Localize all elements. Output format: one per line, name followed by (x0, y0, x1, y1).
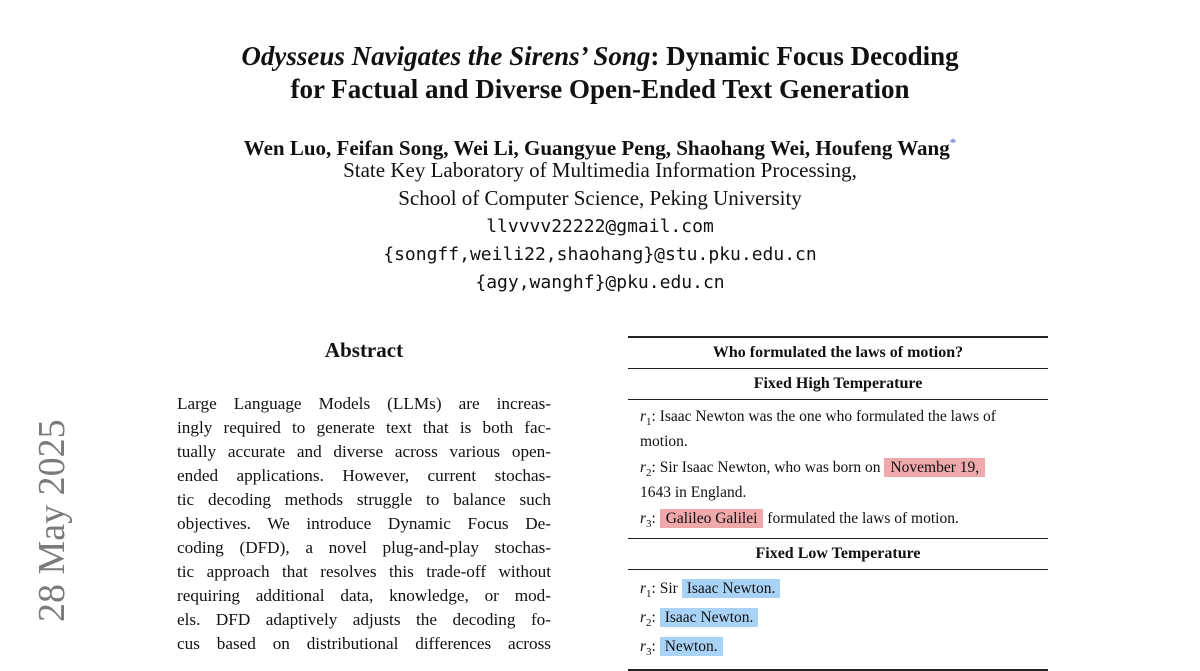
high-temp-response-3 (628, 509, 1048, 534)
abstract-line: ingly required to generate text that is both fac- (177, 418, 551, 437)
abstract-line: tic approach that resolves this trade-off without (177, 562, 551, 581)
response-text: : (651, 638, 656, 656)
email-3: {agy,wanghf}@pku.edu.cn (475, 272, 725, 293)
response-variable: $r_3$ (640, 510, 652, 531)
corresponding-author-marker: * (949, 135, 957, 150)
low-temp-header: Fixed Low Temperature (755, 545, 921, 563)
affiliation-line-2: School of Computer Science, Peking University (398, 186, 802, 210)
response-variable: $r_2$ (640, 459, 652, 480)
email-2: {songff,weili22,shaohang}@stu.pku.edu.cn (383, 244, 817, 265)
response-text: : (651, 609, 656, 627)
abstract-line: tually accurate and diverse across various open- (177, 442, 551, 461)
divider (628, 399, 1048, 400)
abstract-line: requiring additional data, knowledge, or mod- (177, 586, 551, 605)
abstract-heading: Abstract (324, 338, 404, 362)
arxiv-date-stamp: 28 May 2025 (31, 419, 73, 622)
email-1: llvvvv22222@gmail.com (486, 216, 714, 237)
title-italic: Odysseus Navigates the Sirens’ Song (241, 41, 651, 71)
affiliation-line-1: State Key Laboratory of Multimedia Information Processing, (343, 158, 857, 182)
abstract-line: objectives. We introduce Dynamic Focus De- (177, 514, 551, 533)
response-text: 1643 in England. (640, 484, 747, 502)
low-temp-response-2 (628, 608, 1048, 633)
response-text: : Sir Isaac Newton, who was born on (651, 459, 881, 477)
title-rest: : Dynamic Focus Decoding (650, 41, 959, 71)
response-text: : Isaac Newton was the one who formulated the laws of motion. (640, 408, 996, 451)
abstract-line: ended applications. However, current stochas- (177, 466, 551, 485)
title-line-2: for Factual and Diverse Open-Ended Text Generation (290, 74, 910, 104)
abstract-line: coding (DFD), a novel plug-and-play stochas- (177, 538, 551, 557)
abstract-line: cus based on distributional differences across (177, 634, 551, 653)
hallucination-highlight: Galileo Galilei (660, 509, 764, 528)
response-text: : Sir (651, 580, 678, 598)
divider (628, 569, 1048, 570)
response-text: : (651, 510, 656, 528)
abstract-body (177, 392, 551, 656)
author-names: Wen Luo, Feifan Song, Wei Li, Guangyue Peng, Shaohang Wei, Houfeng Wang (243, 136, 950, 160)
abstract-line: Large Language Models (LLMs) are increas- (177, 394, 551, 413)
response-text: formulated the laws of motion. (767, 510, 959, 528)
paper-title (0, 40, 1200, 106)
figure-1-panel (628, 336, 1048, 671)
low-temp-response-3 (628, 637, 1048, 662)
title-line-1 (0, 40, 1200, 73)
repetition-highlight: Newton. (660, 637, 723, 656)
response-variable: $r_1$ (640, 580, 652, 601)
high-temp-header: Fixed High Temperature (753, 375, 923, 392)
repetition-highlight: Isaac Newton. (682, 579, 781, 598)
repetition-highlight: Isaac Newton. (660, 608, 759, 627)
figure-question: Who formulated the laws of motion? (712, 344, 964, 361)
abstract-line: tic decoding methods struggle to balance such (177, 490, 551, 509)
abstract-line: els. DFD adaptively adjusts the decoding fo- (177, 610, 551, 629)
hallucination-highlight: November 19, (884, 458, 985, 477)
response-variable: $r_1$ (640, 408, 652, 429)
high-temp-response-2 (628, 458, 1048, 503)
response-variable: $r_2$ (640, 609, 652, 630)
bottom-rule (628, 669, 1048, 671)
response-variable: $r_3$ (640, 638, 652, 659)
low-temp-response-1 (628, 579, 1048, 604)
high-temp-response-1 (628, 407, 1048, 452)
